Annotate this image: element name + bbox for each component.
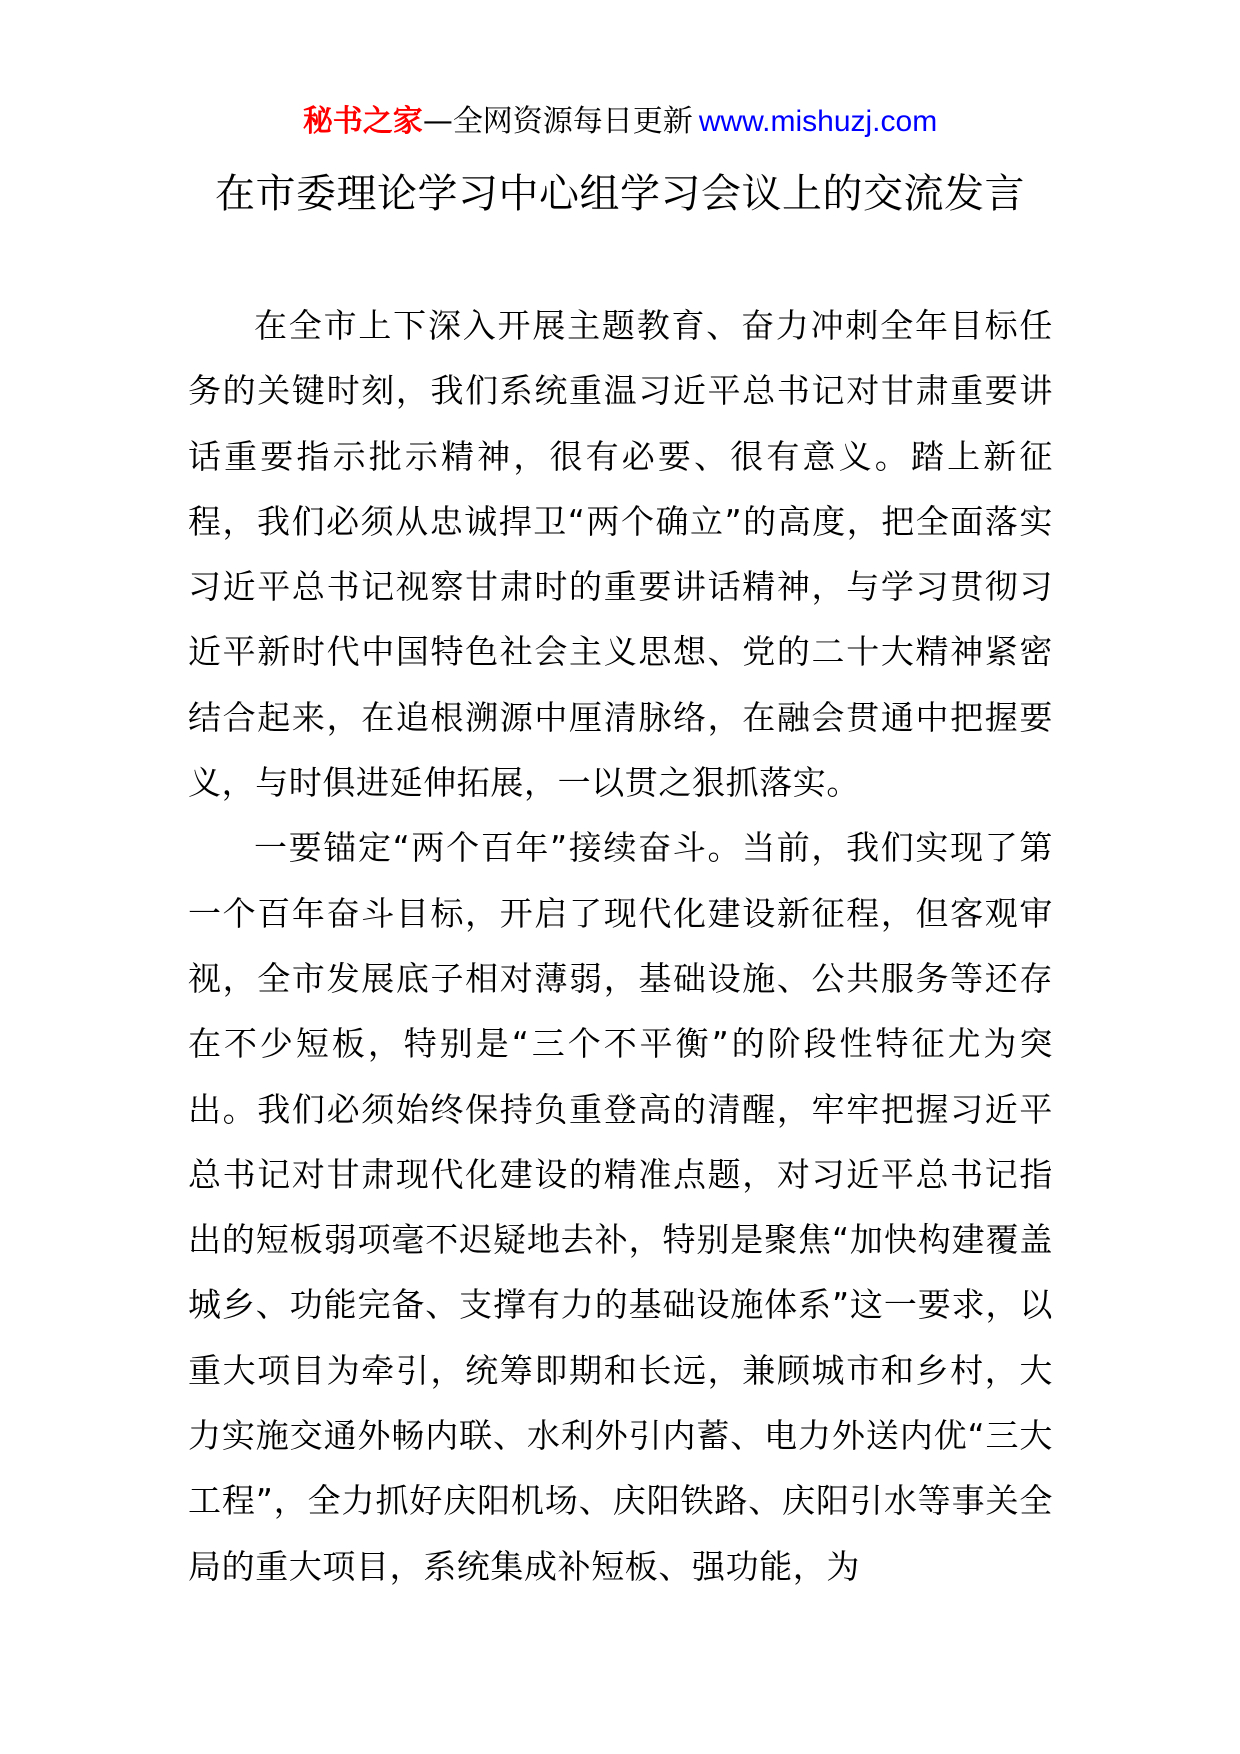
paragraph: 一要锚定“两个百年”接续奋斗。当前，我们实现了第一个百年奋斗目标，开启了现代化建设新征程，但客观审视，全市发展底子相对薄弱，基础设施、公共服务等还存在不少短板，特别是“三个不平衡”的阶段性特征尤为突出。我们必须始终保持负重登高的清醒，牢牢把握习近平总书记对甘肃现代化建设的精准点题，对习近平总书记指出的短板弱项毫不迟疑地去补，特别是聚焦“加快构建覆盖城乡、功能完备、支撑有力的基础设施体系”这一要求，以重大项目为牵引，统筹即期和长远，兼顾城市和乡村，大力实施交通外畅内联、水利外引内蓄、电力外送内优“三大工程”，全力抓好庆阳机场、庆阳铁路、庆阳引水等事关全局的重大项目，系统集成补短板、强功能，为 (188, 828, 1053, 1586)
site-slogan: —全网资源每日更新 (422, 104, 693, 139)
site-header (0, 102, 1240, 142)
site-url-link[interactable]: www.mishuzj.com (698, 105, 938, 138)
document-body (188, 293, 1053, 1599)
document-title: 在市委理论学习中心组学习会议上的交流发言 (215, 171, 1025, 217)
brand-name: 秘书之家 (302, 104, 423, 139)
paragraph: 在全市上下深入开展主题教育、奋力冲刺全年目标任务的关键时刻，我们系统重温习近平总书记对甘肃重要讲话重要指示批示精神，很有必要、很有意义。踏上新征程，我们必须从忠诚捍卫“两个确立”的高度，把全面落实习近平总书记视察甘肃时的重要讲话精神，与学习贯彻习近平新时代中国特色社会主义思想、党的二十大精神紧密结合起来，在追根溯源中厘清脉络，在融会贯通中把握要义，与时俱进延伸拓展，一以贯之狠抓落实。 (188, 306, 1053, 803)
